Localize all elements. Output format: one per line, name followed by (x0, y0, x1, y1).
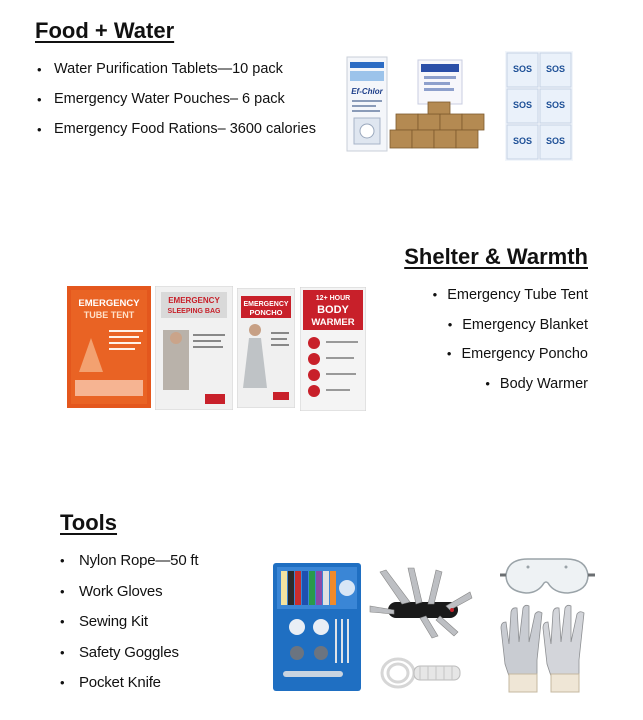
poncho-image (237, 288, 295, 408)
food-water-heading: Food + Water (35, 18, 175, 43)
shelter-warmth-list (433, 287, 588, 405)
tent-label-line2: TUBE TENT (83, 310, 135, 320)
pouch-label: SOS (545, 100, 566, 110)
list-item (60, 552, 198, 583)
item-text: Water Purification Tablets—10 pack (54, 61, 283, 77)
bullet-icon: • (37, 62, 42, 77)
shelter-warmth-heading: Shelter & Warmth (404, 244, 588, 269)
pouch-label: SOS (512, 64, 533, 74)
item-text: Body Warmer (499, 375, 588, 392)
safety-goggles-image (498, 553, 596, 599)
list-item (433, 346, 588, 376)
tools-list (60, 552, 198, 705)
poncho-label-line2: PONCHO (249, 308, 283, 317)
bullet-icon: • (60, 583, 65, 599)
sleeping-bag-label-line2: SLEEPING BAG (167, 308, 221, 315)
item-text: Safety Goggles (79, 643, 179, 661)
bullet-icon: • (37, 122, 42, 137)
item-text: Emergency Poncho (461, 346, 588, 362)
bullet-icon: • (60, 644, 65, 660)
sewing-kit-image (273, 563, 361, 691)
pocket-knife-image (366, 566, 478, 642)
pouch-label: SOS (545, 64, 566, 74)
bullet-icon: • (432, 287, 438, 302)
poncho-label-line1: EMERGENCY (243, 301, 289, 308)
list-item (60, 644, 198, 675)
water-pouches-image (505, 51, 573, 161)
body-warmer-image (300, 287, 366, 411)
item-text: Emergency Tube Tent (447, 287, 588, 303)
list-item (60, 583, 198, 614)
list-item (433, 376, 588, 406)
water-tablets-image (346, 56, 388, 152)
bullet-icon: • (37, 92, 42, 107)
warmer-label-line2: BODY (317, 304, 349, 316)
list-item (37, 121, 316, 151)
pouch-label: SOS (545, 136, 566, 146)
list-item (37, 91, 316, 121)
food-water-list (37, 61, 316, 151)
item-text: Work Gloves (79, 582, 163, 600)
bullet-icon: • (60, 614, 65, 630)
list-item (37, 61, 316, 91)
item-text: Pocket Knife (79, 674, 161, 692)
item-text: Emergency Blanket (462, 316, 588, 333)
pouch-label: SOS (512, 100, 533, 110)
bullet-icon: • (485, 375, 490, 391)
food-rations-image (388, 58, 488, 154)
list-item (60, 613, 198, 644)
bullet-icon: • (446, 346, 452, 361)
bullet-icon: • (447, 316, 453, 332)
warmer-label-line3: WARMER (311, 317, 355, 328)
tent-label-line1: EMERGENCY (78, 298, 140, 309)
work-gloves-image (497, 604, 593, 696)
tube-tent-image (67, 286, 151, 408)
pouch-label: SOS (512, 136, 533, 146)
sleeping-bag-image (155, 286, 233, 410)
item-text: Nylon Rope—50 ft (79, 552, 199, 569)
warmer-label-line1: 12+ HOUR (315, 295, 351, 302)
list-item (60, 674, 198, 705)
list-item (433, 287, 588, 317)
sleeping-bag-label-line1: EMERGENCY (168, 296, 220, 305)
list-item (433, 317, 588, 347)
nylon-rope-image (378, 654, 468, 692)
tablet-brand-text: Ef-Chlor (351, 87, 383, 96)
item-text: Emergency Water Pouches– 6 pack (54, 91, 285, 107)
bullet-icon: • (60, 553, 65, 568)
tools-heading: Tools (60, 510, 118, 535)
item-text: Sewing Kit (79, 613, 148, 631)
item-text: Emergency Food Rations– 3600 calories (54, 121, 316, 137)
bullet-icon: • (60, 675, 65, 691)
